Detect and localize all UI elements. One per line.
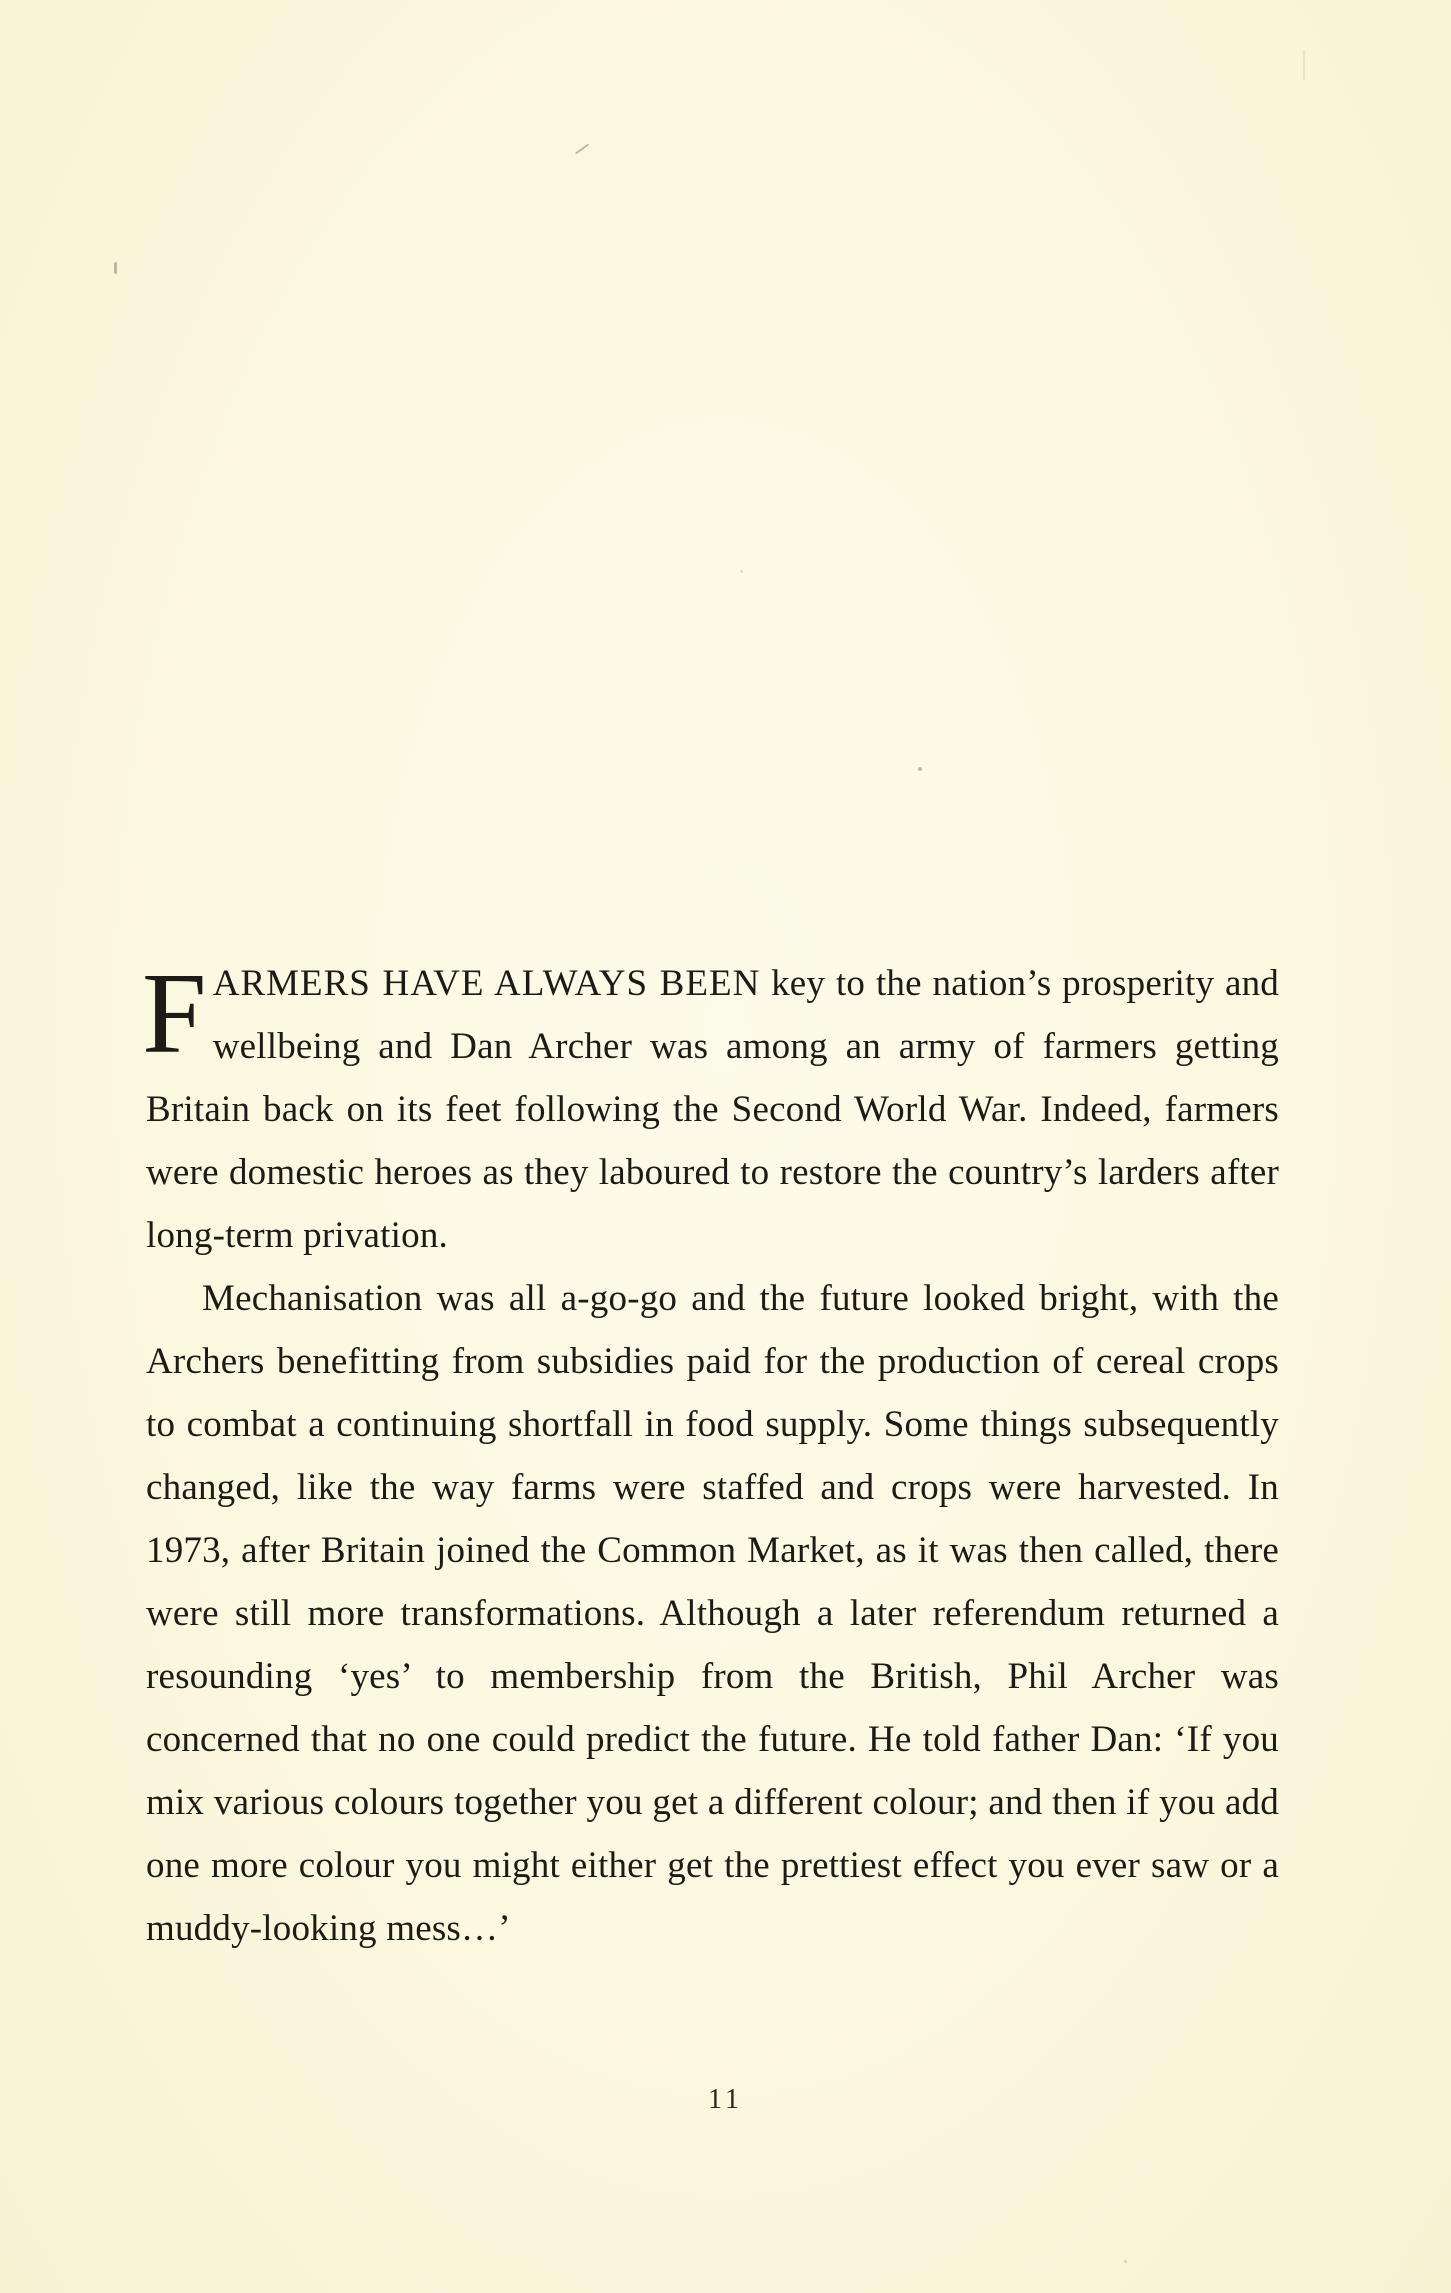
paper-speck	[575, 144, 589, 155]
paragraph-2: Mechanisation was all a-go-go and the future looked bright, with the Archers benefitting from subsidies paid for the production of cereal crops to combat a continuing shortfall in food supply. Some things subsequently changed, like the way farms were staffed and crops were harvested. In 1973, after Britain joined the Common Market, as it was then called, there were still more transformations. Although a later referendum returned a resounding ‘yes’ to membership from the British, Phil Archer was concerned that no one could predict the future. He told father Dan: ‘If you mix various colours together you get a different colour; and then if you add one more colour you might either get the prettiest effect you ever saw or a muddy-looking mess…’	[146, 1278, 1279, 1949]
paper-speck	[1303, 50, 1305, 80]
paragraph-1	[142, 950, 1279, 1267]
paper-speck	[1124, 2260, 1127, 2263]
paragraph-1-text: key to the nation’s prosperity and wellbeing and Dan Archer was among an army of farmers getting Britain back on its feet following the Second World War. Indeed, farmers were domestic heroes as they laboured to restore the country’s larders after long-term privation.	[146, 963, 1279, 1256]
page-number: 11	[708, 2084, 743, 2115]
paper-speck	[740, 570, 743, 573]
lead-in-caps: ARMERS HAVE ALWAYS BEEN	[212, 963, 761, 1004]
body-text	[142, 950, 1279, 1960]
drop-cap: F	[142, 950, 207, 1078]
paper-speck	[114, 262, 117, 274]
paper-speck	[918, 767, 922, 771]
